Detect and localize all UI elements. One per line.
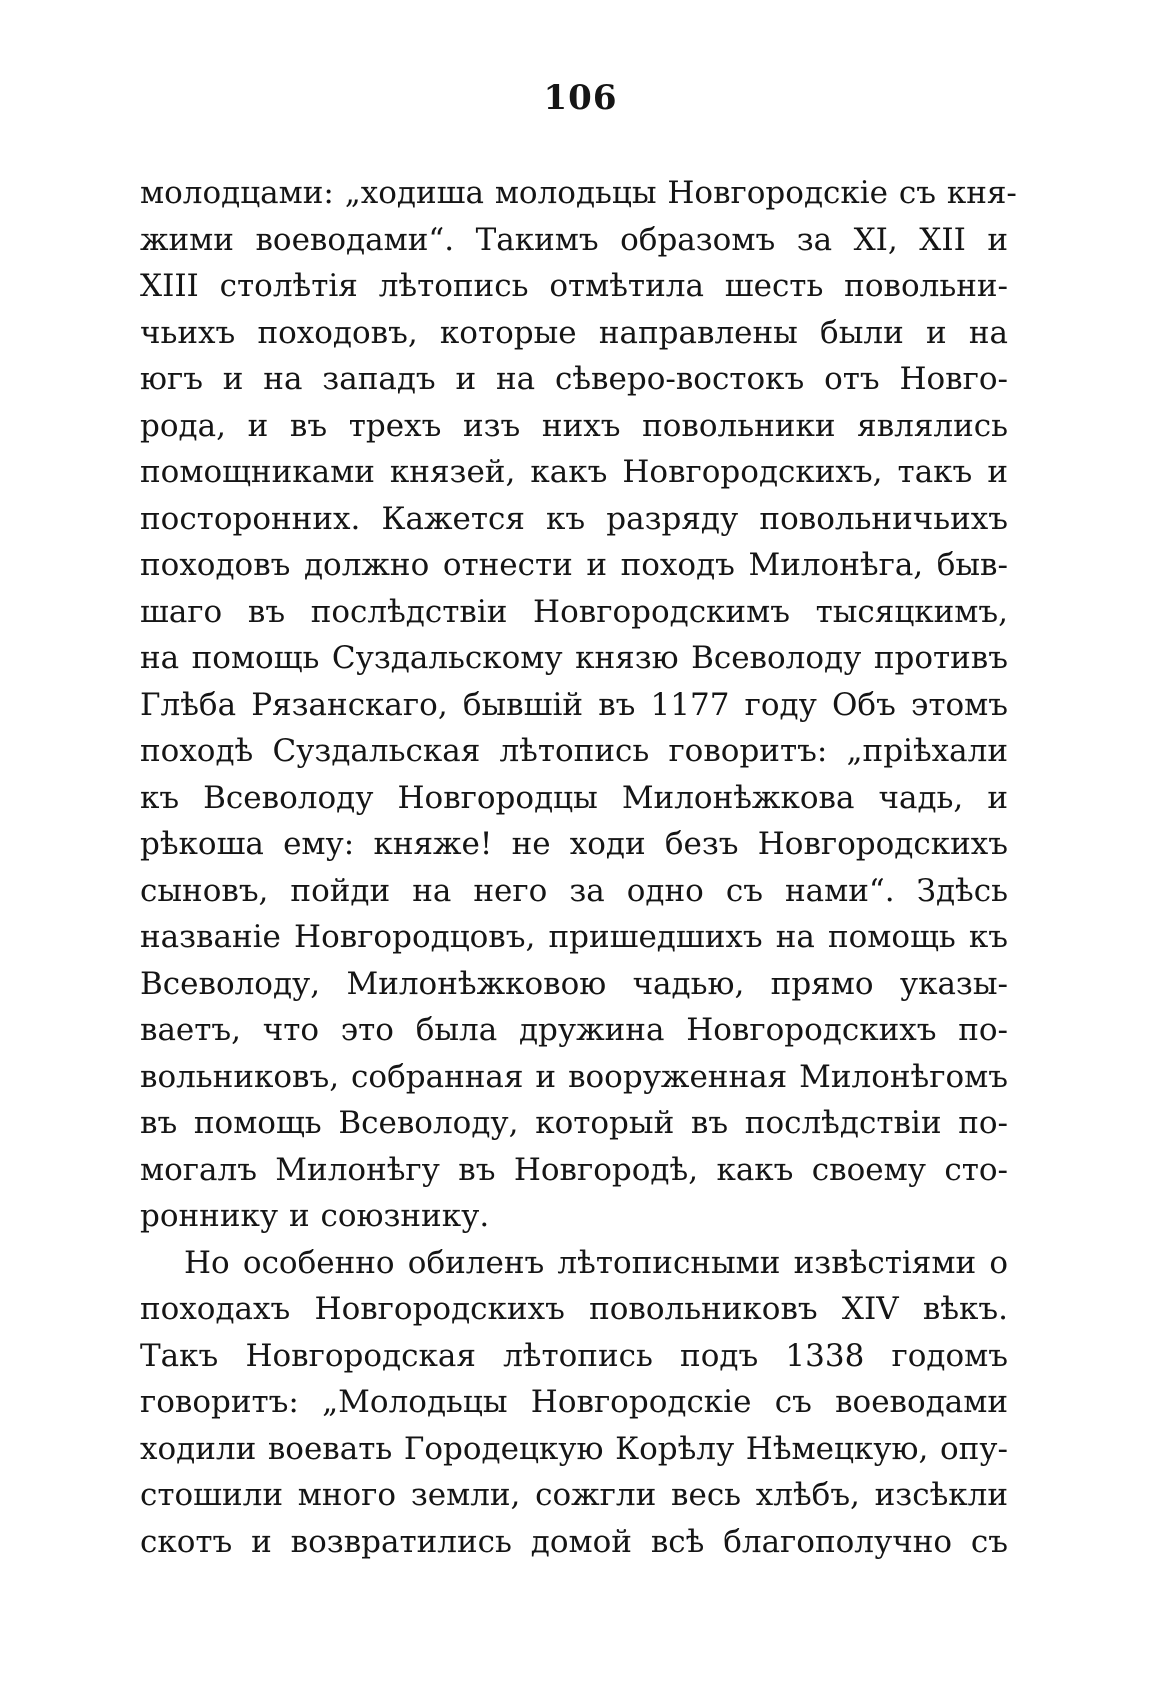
- text-line: XIII столѣтія лѣтопись отмѣтила шесть повольни-: [140, 268, 1008, 304]
- text-line: въ помощь Всеволоду, который въ послѣдствіи по-: [140, 1105, 1008, 1141]
- text-line-paragraph-start: Но особенно обиленъ лѣтописными извѣстіями о: [184, 1244, 1008, 1281]
- text-line: скотъ и возвратились домой всѣ благополучно съ: [140, 1523, 1008, 1560]
- page-number: 106: [543, 78, 618, 118]
- text-line: походѣ Суздальская лѣтопись говоритъ: „пріѣхали: [140, 733, 1008, 769]
- text-line: къ Всеволоду Новгородцы Милонѣжкова чадь, и: [140, 779, 1008, 816]
- text-line-paragraph-end: роннику и союзнику.: [140, 1198, 490, 1234]
- text-line: Всеволоду, Милонѣжковою чадью, прямо указы-: [140, 965, 1008, 1002]
- text-line: молодцами: „ходиша молодьцы Новгородскіе съ кня-: [140, 175, 1017, 211]
- text-line: походовъ должно отнести и походъ Милонѣга, быв-: [140, 547, 1008, 583]
- text-line: жими воеводами“. Такимъ образомъ за XI, XII и: [140, 221, 1008, 258]
- text-line: на помощь Суздальскому князю Всеволоду противъ: [140, 640, 1008, 676]
- text-line: походахъ Новгородскихъ повольниковъ XIV вѣкъ.: [140, 1291, 1008, 1327]
- text-line: посторонних. Кажется къ разряду повольничьихъ: [140, 500, 1008, 537]
- text-line: чьихъ походовъ, которые направлены были и на: [140, 314, 1008, 351]
- text-line: ваетъ, что это была дружина Новгородскихъ по-: [140, 1012, 1008, 1048]
- text-line: рѣкоша ему: княже! не ходи безъ Новгородскихъ: [140, 826, 1008, 862]
- text-line: могалъ Милонѣгу въ Новгородѣ, какъ своему сто-: [140, 1151, 1008, 1188]
- text-line: вольниковъ, собранная и вооруженная Милонѣгомъ: [140, 1058, 1008, 1095]
- text-line: югъ и на западъ и на сѣверо-востокъ отъ Новго-: [140, 361, 1008, 397]
- body-text: [140, 170, 1017, 1565]
- text-line: Глѣба Рязанскаго, бывшій въ 1177 году Объ этомъ: [140, 686, 1008, 723]
- text-line: названіе Новгородцовъ, пришедшихъ на помощь къ: [140, 919, 1008, 955]
- text-line: стошили много земли, сожгли весь хлѣбъ, изсѣкли: [140, 1477, 1008, 1513]
- text-line: сыновъ, пойди на него за одно съ нами“. Здѣсь: [140, 872, 1008, 909]
- text-line: помощниками князей, какъ Новгородскихъ, такъ и: [140, 454, 1008, 490]
- text-line: ходили воевать Городецкую Корѣлу Нѣмецкую, опу-: [140, 1430, 1008, 1467]
- text-line: Такъ Новгородская лѣтопись подъ 1338 годомъ: [140, 1337, 1008, 1374]
- text-line: шаго въ послѣдствіи Новгородскимъ тысяцкимъ,: [140, 593, 1008, 630]
- text-line: говоритъ: „Молодьцы Новгородскіе съ воеводами: [140, 1384, 1008, 1420]
- text-line: рода, и въ трехъ изъ нихъ повольники являлись: [140, 407, 1008, 444]
